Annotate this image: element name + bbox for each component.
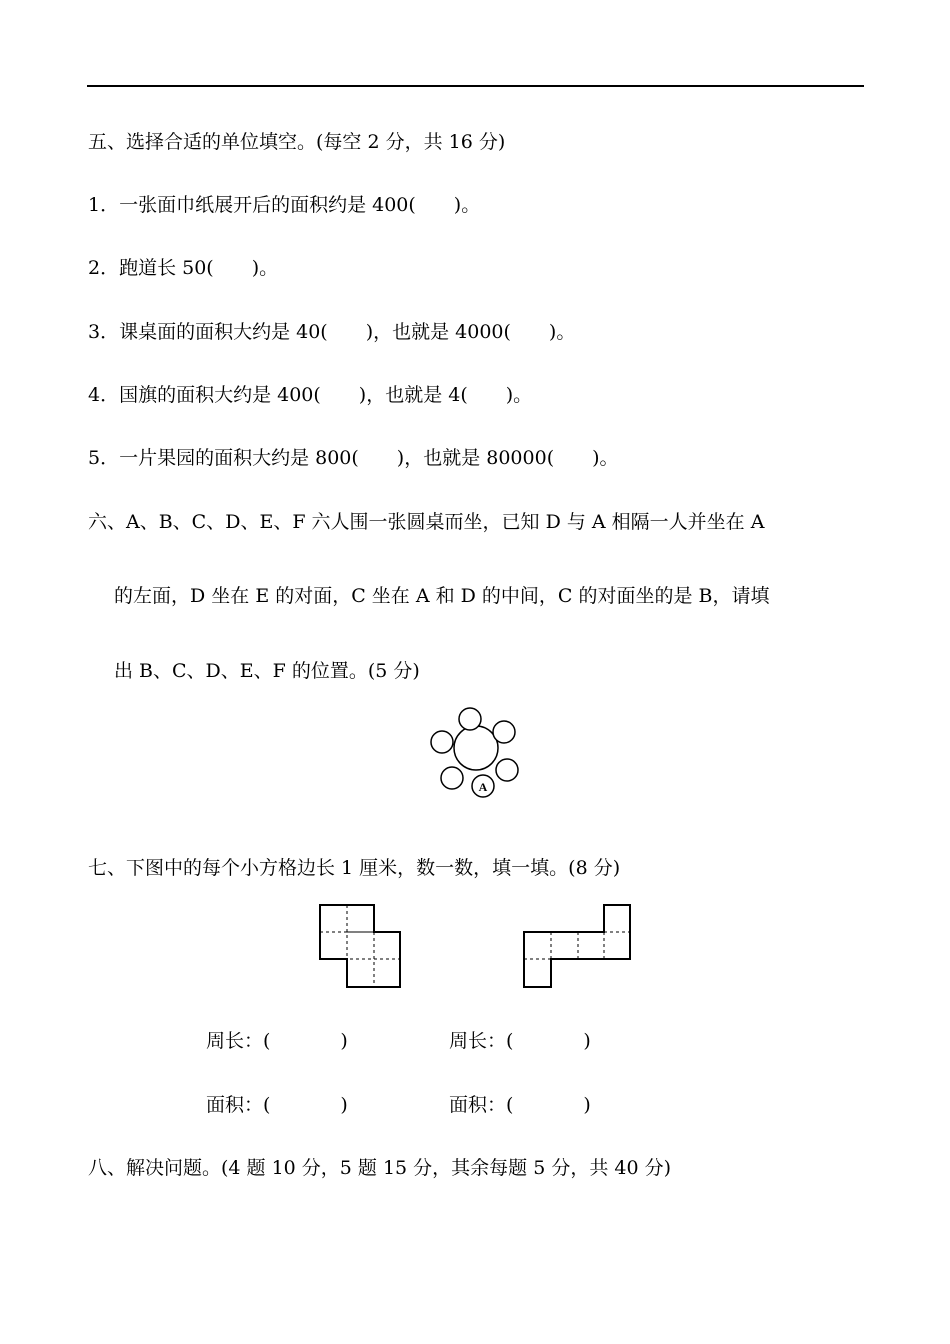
question-5-3: 3．课桌面的面积大约是 40( )，也就是 4000( )。: [88, 321, 576, 343]
perimeter-label-left: 周长：(: [206, 1030, 271, 1052]
section5-title: 五、选择合适的单位填空。(每空 2 分，共 16 分): [88, 131, 506, 153]
area-field-left[interactable]: [206, 1093, 348, 1117]
round-table-diagram: [420, 700, 530, 800]
section6-line1: 六、A、B、C、D、E、F 六人围一张圆桌而坐，已知 D 与 A 相隔一人并坐在 A: [88, 511, 765, 533]
area-label-left: 面积：(: [206, 1094, 271, 1116]
section7-title: 七、下图中的每个小方格边长 1 厘米，数一数，填一填。(8 分): [88, 857, 621, 879]
perimeter-close-left: ): [340, 1030, 348, 1052]
seat-a-label: A: [478, 780, 488, 794]
area-close-left: ): [340, 1094, 348, 1116]
seat-upper-right: [493, 721, 515, 743]
question-5-1: 1．一张面巾纸展开后的面积约是 400( )。: [88, 194, 481, 216]
perimeter-label-right: 周长：(: [449, 1030, 514, 1052]
seat-left: [431, 731, 453, 753]
question-5-2: 2．跑道长 50( )。: [88, 257, 279, 279]
table-circle: [454, 726, 498, 770]
perimeter-field-left[interactable]: [206, 1029, 348, 1053]
seat-lower-right: [496, 759, 518, 781]
question-5-5: 5．一片果园的面积大约是 800( )，也就是 80000( )。: [88, 447, 619, 469]
top-rule: [87, 85, 864, 87]
section6-line2: 的左面，D 坐在 E 的对面，C 坐在 A 和 D 的中间，C 的对面坐的是 B，请填: [114, 585, 770, 607]
area-field-right[interactable]: [449, 1093, 591, 1117]
section8-title: 八、解决问题。(4 题 10 分，5 题 15 分，其余每题 5 分，共 40 分): [88, 1157, 672, 1179]
perimeter-field-right[interactable]: [449, 1029, 591, 1053]
grid-shape-right: [522, 903, 632, 989]
seat-top: [459, 708, 481, 730]
question-5-4: 4．国旗的面积大约是 400( )，也就是 4( )。: [88, 384, 533, 406]
perimeter-close-right: ): [583, 1030, 591, 1052]
area-label-right: 面积：(: [449, 1094, 514, 1116]
grid-shape-left: [318, 903, 402, 989]
section6-line3: 出 B、C、D、E、F 的位置。(5 分): [114, 660, 420, 682]
seat-lower-left: [441, 767, 463, 789]
area-close-right: ): [583, 1094, 591, 1116]
